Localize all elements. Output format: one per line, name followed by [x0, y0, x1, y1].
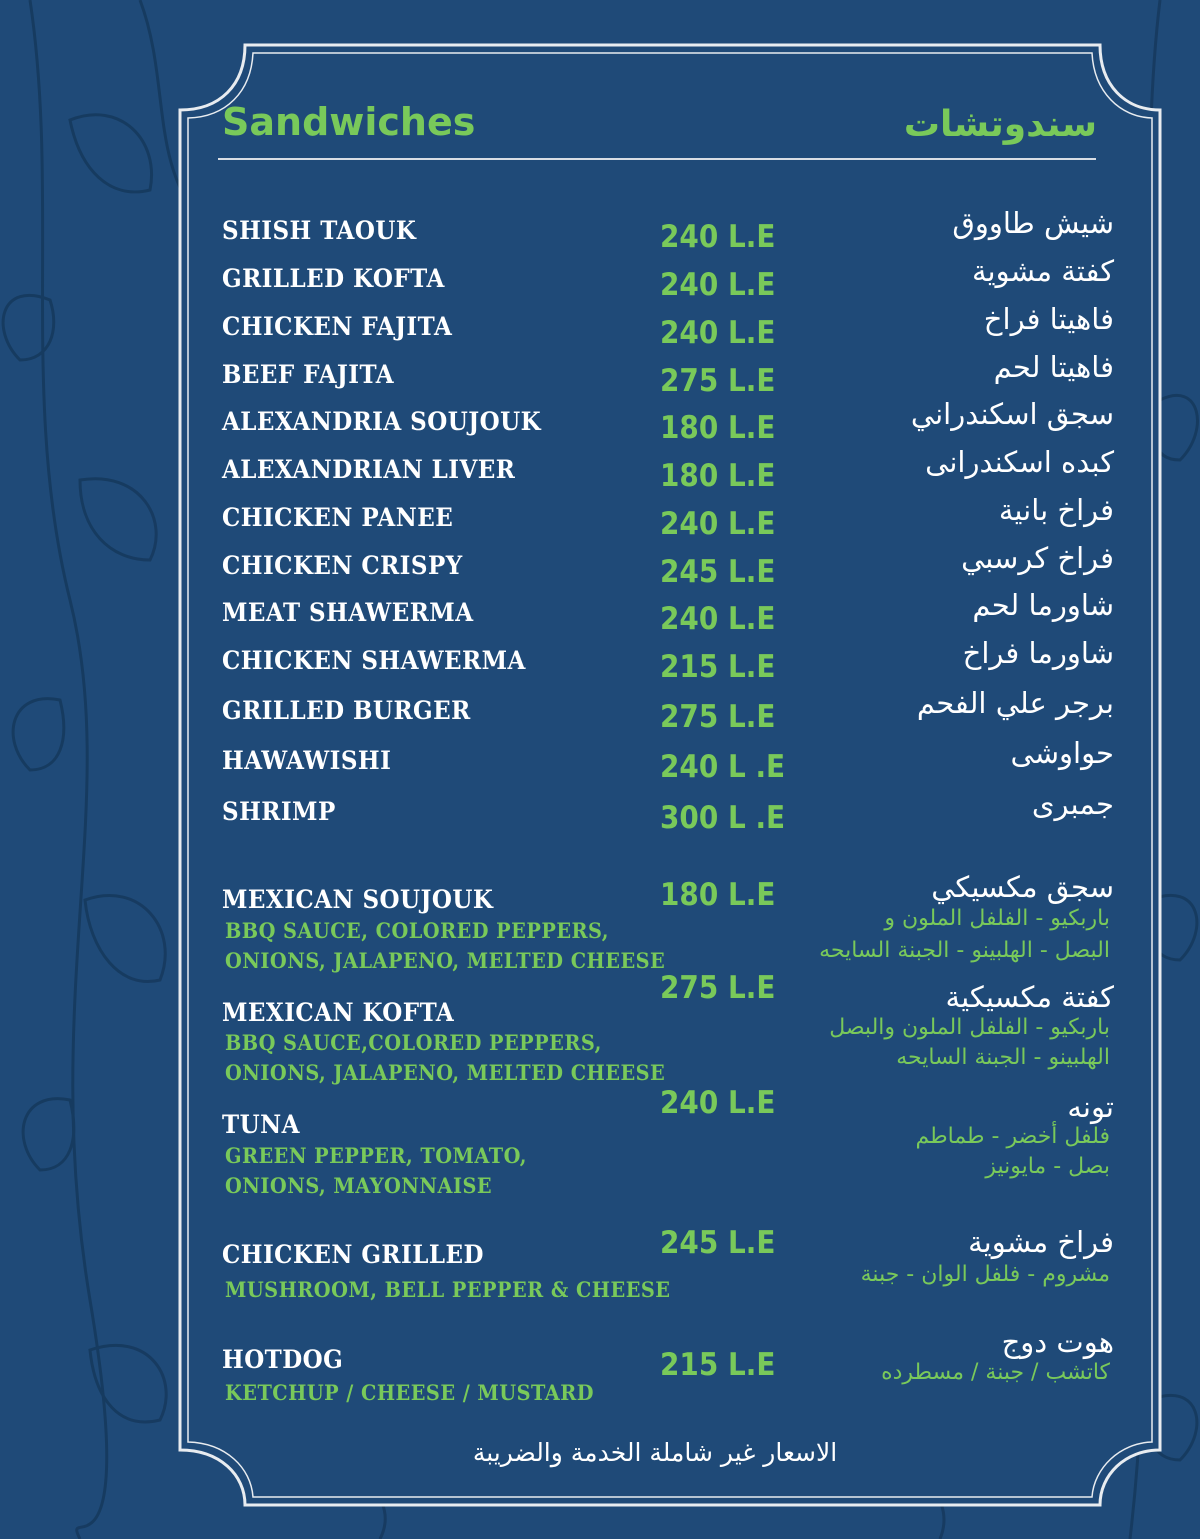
menu-item-price: 275 L.E: [660, 363, 776, 399]
menu-item-name-ar: شيش طاووق: [952, 206, 1114, 240]
menu-item-name-ar: شاورما فراخ: [962, 636, 1114, 670]
menu-item-name-en: MEAT SHAWERMA: [222, 598, 474, 627]
menu-item-name-en: MEXICAN KOFTA: [222, 998, 455, 1027]
menu-item-price: 240 L .E: [660, 749, 786, 785]
menu-item-name-ar: فراخ كرسبي: [961, 541, 1114, 575]
menu-item-price: 245 L.E: [660, 554, 776, 590]
menu-item-name-en: ALEXANDRIAN LIVER: [222, 455, 516, 484]
menu-item-price: 180 L.E: [660, 410, 776, 446]
menu-item-description-ar: باربكيو - الفلفل الملون والبصل: [829, 1015, 1110, 1040]
menu-item-description-en: BBQ SAUCE,COLORED PEPPERS,: [225, 1030, 602, 1055]
menu-item-description-en: ONIONS, MAYONNAISE: [225, 1173, 493, 1198]
menu-item-name-en: CHICKEN PANEE: [222, 503, 454, 532]
menu-item-price: 180 L.E: [660, 458, 776, 494]
menu-item-price: 180 L.E: [660, 877, 776, 913]
menu-item-name-ar: هوت دوج: [1001, 1325, 1114, 1359]
menu-item-description-ar: البصل - الهلبينو - الجبنة السايحه: [819, 938, 1110, 963]
menu-item-name-en: GRILLED KOFTA: [222, 264, 445, 293]
menu-item-description-ar: مشروم - فلفل الوان - جبنة: [860, 1262, 1110, 1287]
menu-item-name-ar: كفتة مكسيكية: [945, 980, 1114, 1014]
menu-item-description-ar: بصل - مايونيز: [985, 1154, 1110, 1179]
menu-item-name-en: ALEXANDRIA SOUJOUK: [222, 407, 542, 436]
menu-item-description-en: BBQ SAUCE, COLORED PEPPERS,: [225, 918, 609, 943]
menu-item-description-ar: فلفل أخضر - طماطم: [915, 1124, 1110, 1149]
menu-item-name-en: SHISH TAOUK: [222, 216, 417, 245]
menu-item-price: 240 L.E: [660, 506, 776, 542]
menu-item-name-ar: حواوشى: [1010, 736, 1114, 770]
menu-item-description-ar: كاتشب / جبنة / مسطرده: [881, 1360, 1110, 1385]
footer-note: الاسعار غير شاملة الخدمة والضريبة: [472, 1438, 838, 1467]
menu-item-name-en: HAWAWISHI: [222, 746, 392, 775]
menu-item-name-ar: تونه: [1067, 1090, 1114, 1124]
menu-item-description-ar: باربكيو - الفلفل الملون و: [884, 906, 1110, 931]
menu-item-price: 275 L.E: [660, 699, 776, 735]
menu-item-description-en: ONIONS, JALAPENO, MELTED CHEESE: [225, 1060, 666, 1085]
menu-item-name-ar: فراخ مشوية: [968, 1225, 1114, 1259]
menu-item-price: 240 L.E: [660, 601, 776, 637]
menu-item-price: 215 L.E: [660, 1347, 776, 1383]
menu-item-name-ar: فاهيتا فراخ: [983, 302, 1114, 336]
menu-item-name-en: CHICKEN GRILLED: [222, 1240, 484, 1269]
section-title-ar: سندوتشات: [903, 104, 1097, 145]
menu-item-description-en: KETCHUP / CHEESE / MUSTARD: [225, 1380, 594, 1405]
menu-item-name-ar: شاورما لحم: [972, 588, 1114, 622]
menu-item-price: 240 L.E: [660, 315, 776, 351]
menu-item-price: 215 L.E: [660, 649, 776, 685]
menu-item-description-en: GREEN PEPPER, TOMATO,: [225, 1143, 527, 1168]
menu-item-name-en: CHICKEN FAJITA: [222, 312, 453, 341]
menu-item-name-en: BEEF FAJITA: [222, 360, 395, 389]
menu-item-price: 245 L.E: [660, 1225, 776, 1261]
section-title-en: Sandwiches: [222, 100, 476, 144]
menu-item-price: 240 L.E: [660, 219, 776, 255]
menu-item-description-ar: الهلبينو - الجبنة السايحه: [896, 1045, 1110, 1070]
menu-item-name-en: MEXICAN SOUJOUK: [222, 885, 494, 914]
menu-item-price: 240 L.E: [660, 267, 776, 303]
menu-item-name-ar: برجر علي الفحم: [916, 686, 1114, 720]
menu-item-name-ar: كبده اسكندرانى: [925, 445, 1114, 479]
menu-item-name-ar: سجق مكسيكي: [931, 870, 1114, 904]
menu-item-name-ar: كفتة مشوية: [972, 254, 1114, 288]
menu-item-name-en: CHICKEN SHAWERMA: [222, 646, 526, 675]
menu-item-price: 300 L .E: [660, 800, 786, 836]
title-divider: [218, 158, 1096, 160]
menu-item-name-en: GRILLED BURGER: [222, 696, 471, 725]
menu-item-description-en: MUSHROOM, BELL PEPPER & CHEESE: [225, 1277, 671, 1302]
menu-item-name-ar: سجق اسكندراني: [910, 397, 1114, 431]
menu-item-description-en: ONIONS, JALAPENO, MELTED CHEESE: [225, 948, 666, 973]
menu-item-name-en: HOTDOG: [222, 1345, 344, 1374]
menu-item-name-en: CHICKEN CRISPY: [222, 551, 463, 580]
menu-item-name-ar: جمبرى: [1031, 787, 1114, 821]
menu-item-price: 240 L.E: [660, 1085, 776, 1121]
menu-item-name-en: TUNA: [222, 1110, 300, 1139]
menu-item-name-ar: فاهيتا لحم: [993, 350, 1114, 384]
menu-item-name-en: SHRIMP: [222, 797, 336, 826]
menu-item-name-ar: فراخ بانية: [998, 493, 1114, 527]
menu-item-price: 275 L.E: [660, 970, 776, 1006]
